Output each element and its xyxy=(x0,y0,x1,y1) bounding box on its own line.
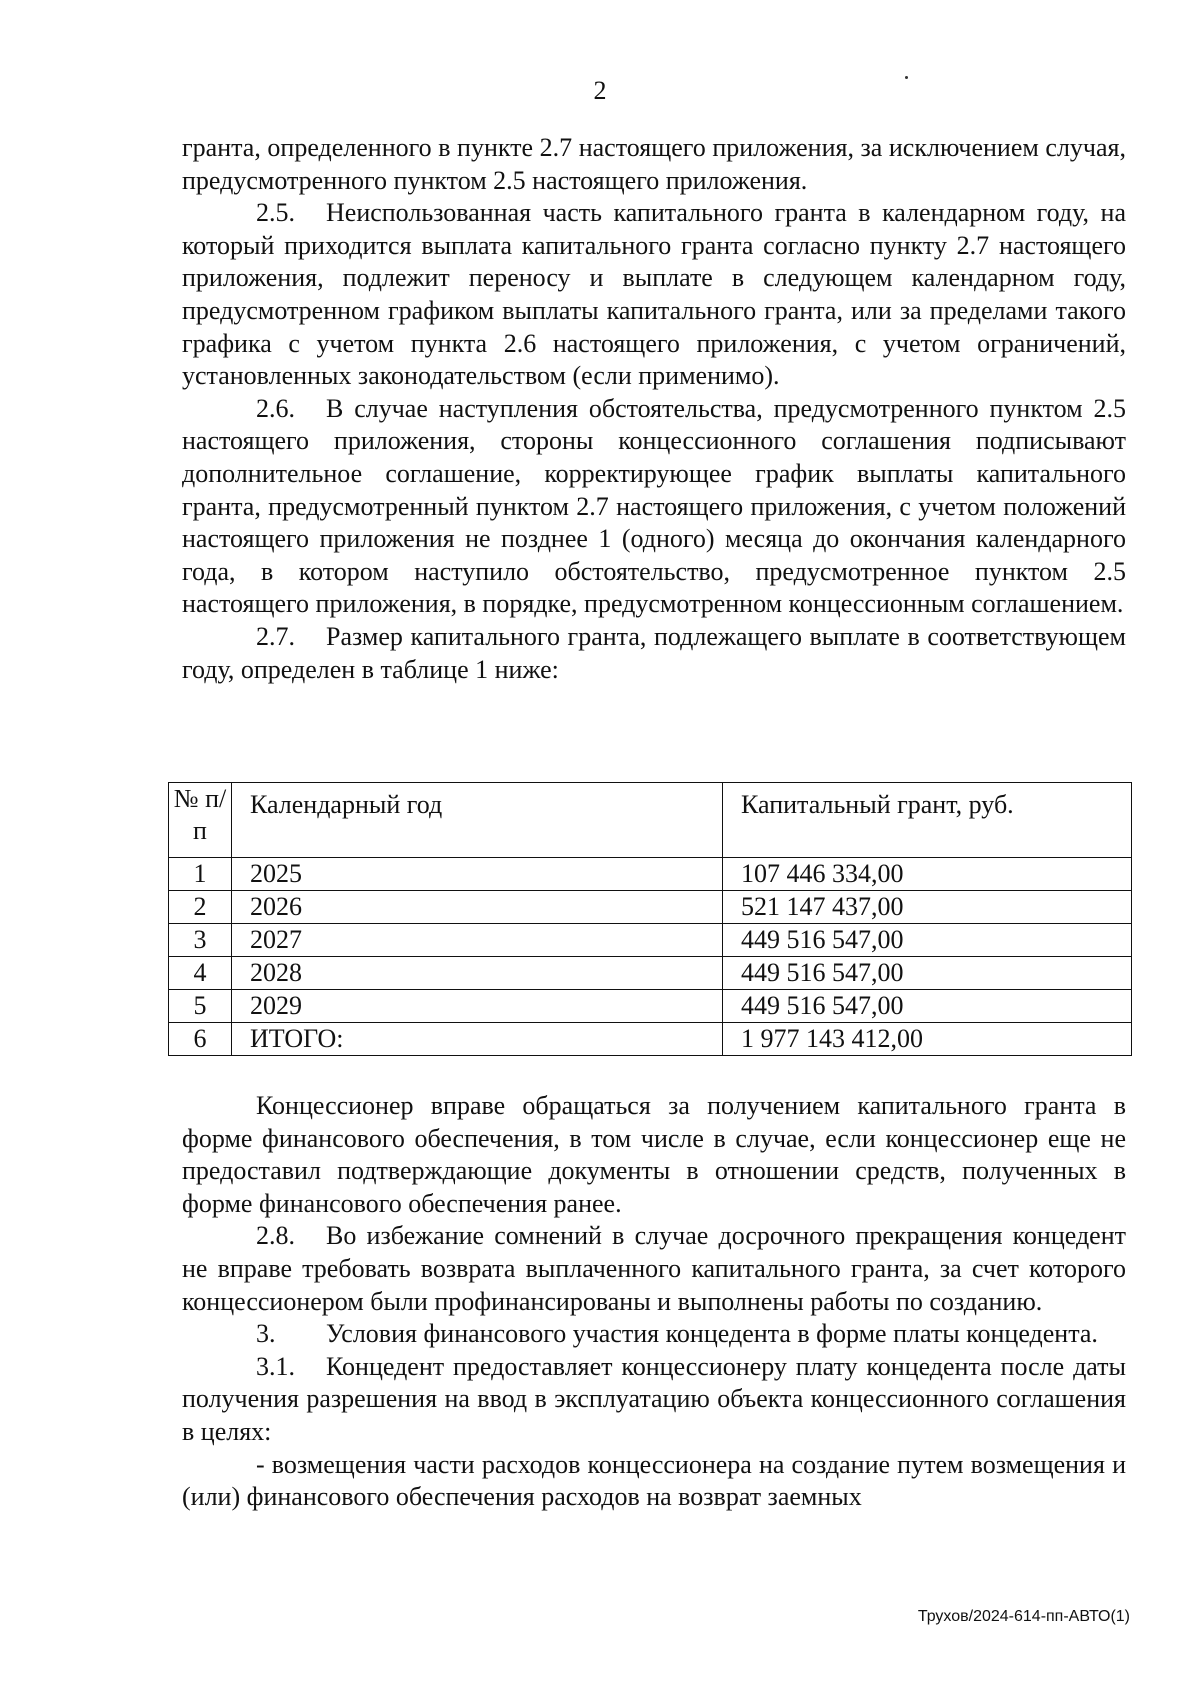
paragraph-3-1 xyxy=(182,1351,1126,1449)
header-number: № п/п xyxy=(169,783,232,858)
row-year: 2025 xyxy=(232,858,723,891)
table-row xyxy=(169,957,1132,990)
clause-number: 2.5. xyxy=(256,198,295,228)
header-grant: Капитальный грант, руб. xyxy=(723,783,1132,858)
row-number: 4 xyxy=(169,957,232,990)
row-year: 2028 xyxy=(232,957,723,990)
paragraph-continuation: гранта, определенного в пункте 2.7 настоящего приложения, за исключением случая, предусмотренного пунктом 2.5 настоящего приложения. xyxy=(182,133,1126,195)
row-amount: 107 446 334,00 xyxy=(723,858,1132,891)
table-row xyxy=(169,858,1132,891)
table-total-row xyxy=(169,1023,1132,1056)
row-number: 2 xyxy=(169,891,232,924)
paragraph-concessionaire-right: Концессионер вправе обращаться за получением капитального гранта в форме финансового обеспечения, в том числе в случае, если концессионер еще не предоставил подтверждающие документы в отношении средств, полученных в форме финансового обеспечения ранее. xyxy=(182,1091,1126,1218)
table-row xyxy=(169,924,1132,957)
clause-text: Во избежание сомнений в случае досрочного прекращения концедент не вправе требовать возврата выплаченного капитального гранта, за счет которого концессионером были профинансированы и выполнены работы по созданию. xyxy=(182,1221,1126,1316)
row-number: 3 xyxy=(169,924,232,957)
clause-number: 2.8. xyxy=(256,1221,295,1251)
paragraph-2-7 xyxy=(182,621,1126,686)
clause-number: 3. xyxy=(256,1319,276,1349)
row-amount: 449 516 547,00 xyxy=(723,990,1132,1023)
scan-speck xyxy=(905,76,908,79)
body-text-top xyxy=(182,132,1126,686)
clause-number: 2.6. xyxy=(256,393,295,423)
clause-text: Концедент предоставляет концессионеру плату концедента после даты получения разрешения на ввод в эксплуатацию объекта концессионного соглашения в целях: xyxy=(182,1351,1126,1446)
row-total-amount: 1 977 143 412,00 xyxy=(723,1023,1132,1056)
grant-table xyxy=(168,782,1132,1056)
page-number: 2 xyxy=(593,76,607,105)
paragraph-2-6 xyxy=(182,393,1126,621)
clause-text: В случае наступления обстоятельства, предусмотренного пунктом 2.5 настоящего приложения, стороны концессионного соглашения подписывают дополнительное соглашение, корректирующее график выплаты капитального гранта, предусмотренный пунктом 2.7 настоящего приложения, с учетом положений настоящего приложения не позднее 1 (одного) месяца до окончания календарного года, в котором наступило обстоятельство, предусмотренное пунктом 2.5 настоящего приложения, в порядке, предусмотренном концессионным соглашением. xyxy=(182,393,1126,619)
row-number: 6 xyxy=(169,1023,232,1056)
table-row xyxy=(169,891,1132,924)
row-year: 2029 xyxy=(232,990,723,1023)
clause-number: 2.7. xyxy=(256,621,295,651)
paragraph-list-item: - возмещения части расходов концессионера на создание путем возмещения и (или) финансового обеспечения расходов на возврат заемных xyxy=(182,1449,1126,1512)
row-year: 2027 xyxy=(232,924,723,957)
row-year: 2026 xyxy=(232,891,723,924)
clause-text: Размер капитального гранта, подлежащего выплате в соответствующем году, определен в таблице 1 ниже: xyxy=(182,621,1126,684)
clause-text: Неиспользованная часть капитального гранта в календарном году, на который приходится выплата капитального гранта согласно пункту 2.7 настоящего приложения, подлежит переносу и выплате в следующем календарном году, предусмотренном графиком выплаты капитального гранта, или за пределами такого графика с учетом пункта 2.6 настоящего приложения, с учетом ограничений, установленных законодательством (если применимо). xyxy=(182,198,1126,391)
row-amount: 521 147 437,00 xyxy=(723,891,1132,924)
row-amount: 449 516 547,00 xyxy=(723,924,1132,957)
paragraph-3 xyxy=(182,1318,1126,1351)
row-number: 1 xyxy=(169,858,232,891)
table-row xyxy=(169,990,1132,1023)
table-header-row xyxy=(169,783,1132,858)
row-amount: 449 516 547,00 xyxy=(723,957,1132,990)
paragraph-2-8 xyxy=(182,1220,1126,1318)
row-total-label: ИТОГО: xyxy=(232,1023,723,1056)
clause-text: Условия финансового участия концедента в форме платы концедента. xyxy=(326,1319,1098,1349)
body-text-bottom xyxy=(182,1090,1126,1514)
paragraph-2-5 xyxy=(182,197,1126,393)
document-reference: Трухов/2024-614-пп-АВТО(1) xyxy=(917,1608,1130,1625)
clause-number: 3.1. xyxy=(256,1351,295,1381)
row-number: 5 xyxy=(169,990,232,1023)
header-year: Календарный год xyxy=(232,783,723,858)
